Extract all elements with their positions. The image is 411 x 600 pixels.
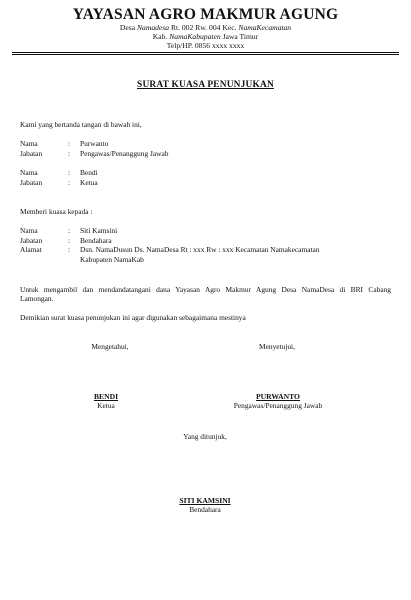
signature-heading-left: Mengetahui, [91,342,129,351]
grantee-position: Bendahara [80,235,112,245]
document-title: SURAT KUASA PENUNJUKAN [137,80,274,90]
grantee-address-line-2: Kabupaten NamaKab [80,254,144,264]
grantor-1-name: Purwanto [80,139,109,148]
designee-position: Bendahara [189,505,221,514]
phone-line: Telp/HP. 0856 xxxx xxxx [166,41,245,51]
signature-heading-right: Menyetujui, [259,342,295,351]
letterhead [0,6,411,51]
purpose-paragraph [20,285,391,304]
purpose-line-1: Untuk mengambil dan mendandatangani dana Yayasan Agro Makmur Agung Desa NamaDesa di BRI Cabang [20,285,391,294]
grantor-2-name: Bendi [80,168,98,177]
purpose-line-2: Lamongan. [20,294,54,304]
signature-position-right: Pengawas/Penanggung Jawab [233,401,323,410]
opening-text: Kami yang bertanda tangan di bawah ini, [20,120,142,129]
designee-heading: Yang ditunjuk, [183,432,227,441]
closing-text: Demikian surat kuasa penunjukan ini agar digunakan sebagaimana mestinya [20,313,246,322]
letterhead-divider [12,52,399,55]
grant-intro-text: Memberi kuasa kepada : [20,207,93,216]
address-line-1: Desa Namadesa Rt. 002 Rw. 004 Kec. NamaKecamatan [119,23,292,32]
grantee-name: Siti Kamsini [80,226,118,235]
grantor-1-position: Pengawas/Penanggung Jawab [80,148,169,158]
signature-name-right: PURWANTO [256,392,300,401]
grantee-address-line-1: Dsn. NamaDusun Ds. NamaDesa Rt : xxx Rw : xxx Kecamatan Namakecamatan [80,245,320,254]
designee-name: SITI KAMSINI [179,496,231,505]
signature-position-left: Ketua [97,401,115,410]
organization-name: YAYASAN AGRO MAKMUR AGUNG [72,6,339,23]
grantor-2-position: Ketua [80,177,98,187]
letter-page: YAYASAN AGRO MAKMUR AGUNG Desa Namadesa Rt. 002 Rw. 004 Kec. NamaKecamatan Kab. NamaKabupaten Jawa Timur Telp/HP. 0856 xxxx xxxx SURAT KUASA PENUNJUKAN Kami yang bertanda tangan di bawah ini, Nama : Purwanto Jabatan : Pengawas/Penanggung Jawab Nama : Bendi Jabatan : Ketua Memberi kuasa kepada : Nama : Siti Kamsini Jabatan : Bendahara Alamat : Dsn. NamaDusun Ds. NamaDesa Rt : xxx Rw : xxx Kecamatan Namakecamatan Kabupaten NamaKab Untuk mengambil dan mendandatangani dana Yayasan Agro Makmur Agung Desa NamaDesa di BRI Cabang Lamongan. Demikian surat kuasa penunjukan ini agar digunakan sebagaimana mestinya Mengetahui, Menyetujui, BENDI Ketua PURWANTO Pengawas/Penanggung Jawab Yang ditunjuk, SITI KAMSINI Bendahara [0,0,411,600]
signature-name-left: BENDI [93,392,119,401]
address-line-2: Kab. NamaKabupaten Jawa Timur [152,32,259,42]
